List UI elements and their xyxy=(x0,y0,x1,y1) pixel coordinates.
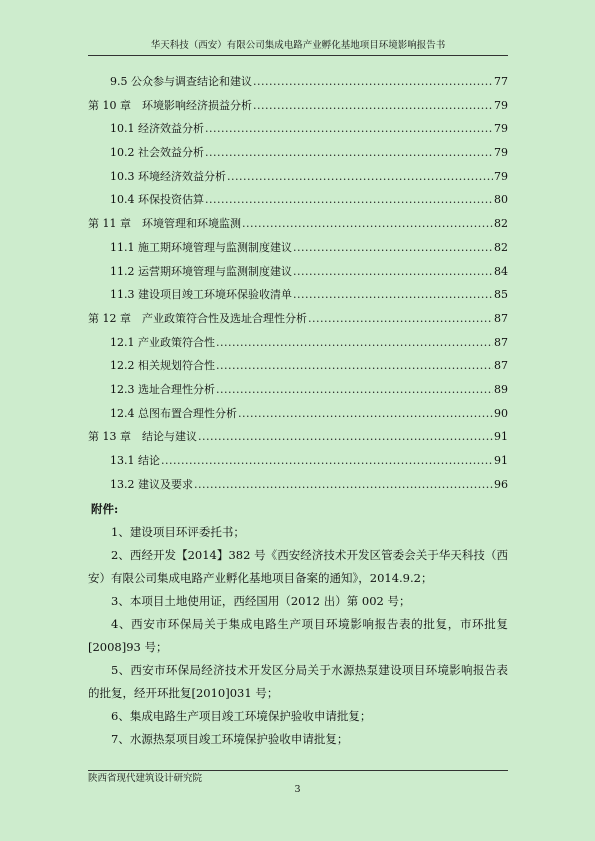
toc-entry-page: 91 xyxy=(494,454,508,467)
toc-leader-dots xyxy=(216,382,493,398)
toc-entry-page: 82 xyxy=(494,217,508,231)
toc-entry-page: 79 xyxy=(494,146,508,160)
toc-entry xyxy=(88,98,508,122)
toc-entry xyxy=(88,477,508,501)
toc-entry-label: 第 11 章 环境管理和环境监测 xyxy=(88,217,241,231)
toc-entry xyxy=(88,406,508,430)
toc-leader-dots xyxy=(227,169,493,185)
toc-entry-label: 12.2 相关规划符合性 xyxy=(110,359,215,373)
toc-leader-dots xyxy=(308,311,493,327)
footer-rule xyxy=(88,770,508,771)
toc-entry-page: 79 xyxy=(494,122,508,136)
toc-leader-dots xyxy=(205,145,493,161)
toc-entry-label: 12.4 总图布置合理性分析 xyxy=(110,406,237,420)
toc-leader-dots xyxy=(253,98,493,114)
toc-leader-dots xyxy=(205,121,493,137)
toc-entry-label: 10.1 经济效益分析 xyxy=(110,122,204,136)
toc-entry xyxy=(88,169,508,193)
toc-leader-dots xyxy=(205,192,493,208)
toc-entry-page: 89 xyxy=(494,382,508,396)
toc-entry xyxy=(88,145,508,169)
toc-entry xyxy=(88,287,508,311)
toc-leader-dots xyxy=(216,335,493,351)
toc-entry-page: 80 xyxy=(494,193,508,207)
table-of-contents xyxy=(88,74,508,500)
toc-entry-page: 79 xyxy=(494,169,508,183)
toc-entry-label: 9.5 公众参与调查结论和建议 xyxy=(110,75,252,88)
toc-leader-dots xyxy=(198,429,493,445)
attachment-item: 2、西经开发【2014】382 号《西安经济技术开发区管委会关于华天科技（西安）有限公司集成电路产业孵化基地项目备案的通知》，2014.9.2； xyxy=(88,548,508,585)
toc-entry-page: 85 xyxy=(494,288,508,302)
toc-entry-label: 11.2 运营期环境管理与监测制度建议 xyxy=(110,264,292,278)
attachment-item: 6、集成电路生产项目竣工环境保护验收申请批复； xyxy=(111,709,372,723)
toc-entry-page: 96 xyxy=(494,477,508,491)
toc-leader-dots xyxy=(161,453,493,469)
toc-entry xyxy=(88,335,508,359)
attachments-section xyxy=(88,498,508,751)
toc-entry-page: 87 xyxy=(494,311,508,325)
toc-entry-label: 10.3 环境经济效益分析 xyxy=(110,169,226,183)
attachment-item: 4、西安市环保局关于集成电路生产项目环境影响报告表的批复，市环批复[2008]93 号； xyxy=(88,617,508,654)
toc-entry-label: 第 13 章 结论与建议 xyxy=(88,430,197,444)
toc-entry-label: 11.3 建设项目竣工环境环保验收清单 xyxy=(110,288,292,302)
toc-entry-page: 77 xyxy=(494,75,508,88)
attachment-item: 7、水源热泵项目竣工环境保护验收申请批复； xyxy=(111,732,349,746)
toc-entry-label: 13.2 建议及要求 xyxy=(110,477,193,491)
toc-entry-label: 12.3 选址合理性分析 xyxy=(110,382,215,396)
toc-entry xyxy=(88,74,508,98)
toc-entry-label: 10.4 环保投资估算 xyxy=(110,193,204,207)
toc-entry-label: 第 10 章 环境影响经济损益分析 xyxy=(88,98,252,112)
footer-organization: 陕西省现代建筑设计研究院 xyxy=(88,773,203,784)
toc-entry-label: 12.1 产业政策符合性 xyxy=(110,335,215,349)
attachment-item: 5、西安市环保局经济技术开发区分局关于水源热泵建设项目环境影响报告表的批复，经开环批复[2010]031 号； xyxy=(88,663,508,700)
toc-entry-page: 91 xyxy=(494,430,508,444)
page-number: 3 xyxy=(294,784,301,795)
toc-entry-page: 84 xyxy=(494,264,508,278)
toc-leader-dots xyxy=(253,74,493,90)
toc-entry-label: 11.1 施工期环境管理与监测制度建议 xyxy=(110,240,292,254)
toc-entry xyxy=(88,358,508,382)
toc-entry xyxy=(88,429,508,453)
toc-entry-page: 87 xyxy=(494,359,508,373)
toc-entry xyxy=(88,216,508,240)
attachments-title: 附件: xyxy=(91,502,119,516)
attachment-item: 1、建设项目环评委托书； xyxy=(111,525,245,539)
toc-entry xyxy=(88,121,508,145)
toc-entry xyxy=(88,264,508,288)
page-header: 华天科技（西安）有限公司集成电路产业孵化基地项目环境影响报告书 xyxy=(88,40,508,56)
toc-entry xyxy=(88,453,508,477)
toc-entry xyxy=(88,311,508,335)
toc-entry xyxy=(88,192,508,216)
toc-entry-label: 13.1 结论 xyxy=(110,454,160,467)
toc-leader-dots xyxy=(238,406,493,422)
attachment-item: 3、本项目土地使用证，西经国用（2012 出）第 002 号； xyxy=(111,594,411,608)
toc-entry-page: 82 xyxy=(494,240,508,254)
toc-leader-dots xyxy=(293,287,493,303)
toc-leader-dots xyxy=(216,358,493,374)
toc-leader-dots xyxy=(293,264,493,280)
toc-entry-page: 90 xyxy=(494,406,508,420)
toc-leader-dots xyxy=(194,477,493,493)
toc-entry xyxy=(88,240,508,264)
toc-entry-label: 第 12 章 产业政策符合性及选址合理性分析 xyxy=(88,311,307,325)
toc-entry-page: 87 xyxy=(494,335,508,349)
toc-entry-page: 79 xyxy=(494,98,508,112)
toc-leader-dots xyxy=(293,240,493,256)
toc-entry-label: 10.2 社会效益分析 xyxy=(110,146,204,160)
toc-leader-dots xyxy=(242,216,493,232)
toc-entry xyxy=(88,382,508,406)
